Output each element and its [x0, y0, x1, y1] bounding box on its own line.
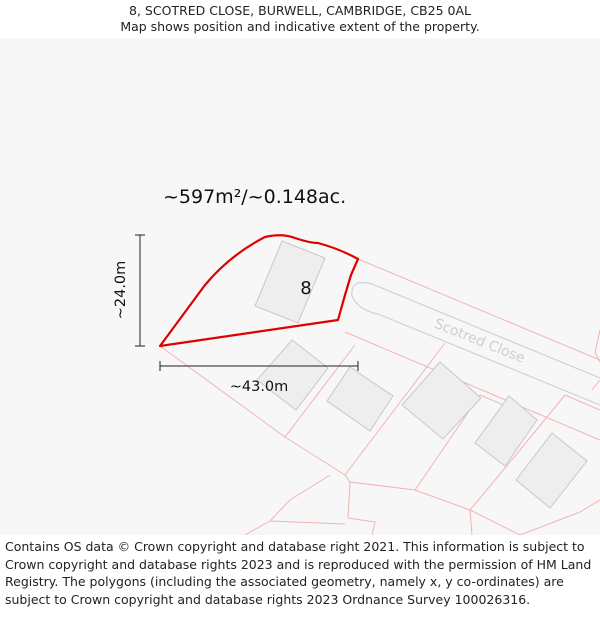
street-name-label: Scotred Close: [431, 315, 528, 367]
building: [475, 396, 537, 466]
property-boundary: [160, 235, 358, 346]
building: [257, 340, 328, 410]
map-header: [0, 0, 600, 38]
plot-number-label: 8: [300, 278, 312, 299]
building-plot-8: [255, 241, 325, 323]
dimension-lines: [135, 235, 358, 371]
area-label: ~597m²/~0.148ac.: [163, 186, 347, 208]
property-address: 8, SCOTRED CLOSE, BURWELL, CAMBRIDGE, CB25 0AL: [129, 3, 471, 18]
width-dimension-label: ~43.0m: [229, 379, 289, 395]
building: [516, 433, 587, 508]
copyright-attribution: Contains OS data © Crown copyright and database right 2021. This information is subject to Crown copyright and database rights 2023 and is reproduced with the permission of HM Land Registry. The polygons (including the associated geometry, namely x, y co-ordinates) are subject to Crown copyright and database rights 2023 Ordnance Survey 100026316.: [5, 539, 592, 607]
map-svg: [0, 38, 600, 535]
building: [402, 362, 481, 439]
building: [327, 367, 393, 431]
map-canvas[interactable]: [0, 38, 600, 535]
map-subtitle: Map shows position and indicative extent of the property.: [120, 19, 480, 34]
height-dimension-label: ~24.0m: [113, 260, 129, 320]
